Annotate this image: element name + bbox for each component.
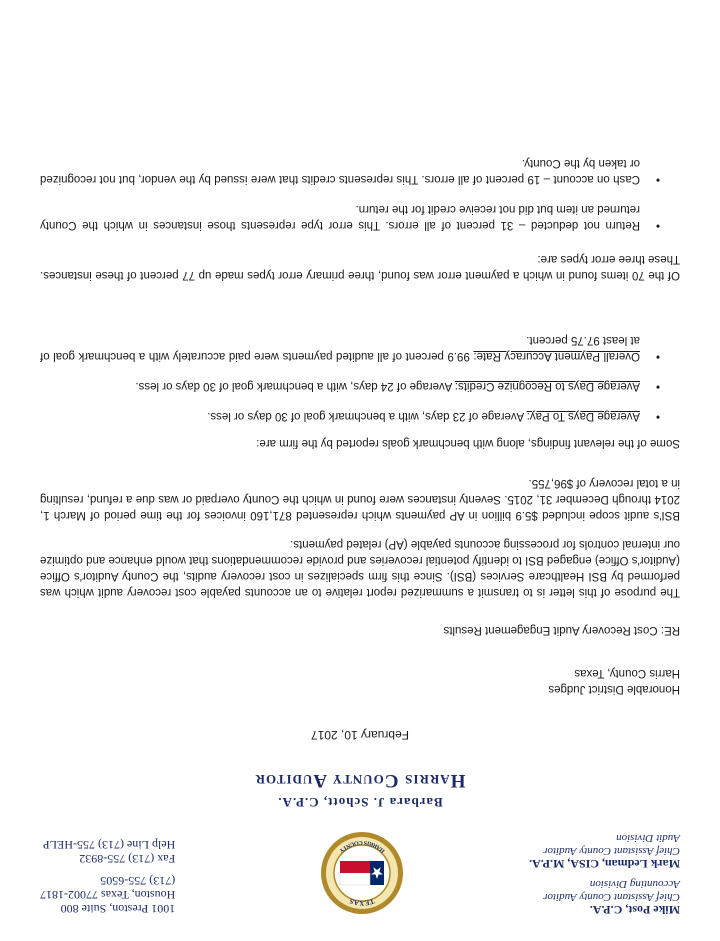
recipient-line-2: Harris County, Texas [574, 667, 680, 679]
recipient-address [40, 665, 680, 697]
harris-county-seal-icon [320, 831, 404, 915]
paragraph-error-types-intro: Of the 70 items found in which a payment error was found, three primary error types made up 77 percent of these instances. These three error types are: [40, 253, 680, 281]
bullet-icon: • [655, 410, 660, 422]
bullet-icon: • [655, 173, 660, 185]
assistant-title-1: Chief Assistant County Auditor [543, 891, 680, 903]
list-item [40, 201, 680, 233]
finding-label: Overall Payment Accuracy Rate: [473, 350, 640, 362]
office-title: Harris County Auditor [254, 770, 466, 791]
county-auditor-name: Barbara J. Schott, C.P.A. [277, 795, 443, 810]
assistant-name-2: Mark Ledman, CISA, M.P.A. [529, 857, 680, 871]
paragraph-findings-intro: Some of the relevant findings, along with benchmark goals reported by the firm are: [256, 437, 680, 449]
list-item [40, 408, 680, 424]
paragraph-purpose: The purpose of this letter is to transmit a summarized report relative to an accounts payable cost recovery audit which was performed by BSI Healthcare Services (BSI). Since this firm specializes in cost recovery audits, the County Auditor's Office (Auditor's Office) engaged BSI to identify potential recoveries and provide recommendations that would enhance and optimize our internal controls for processing accounts payable (AP) related payments. [40, 538, 680, 598]
error-types-list [40, 141, 680, 233]
finding-text: Average of 24 days, with a benchmark goal of 30 days or less. [135, 380, 455, 392]
list-item [40, 155, 680, 187]
seal-top-text: TEXAS [348, 896, 376, 908]
error-type-text: Cash on account – 19 percent of all errors. This represents credits that were issued by the vendor, but not recognized or taken by the County. [40, 157, 640, 185]
subject-line: RE: Cost Recovery Audit Engagement Results [443, 624, 680, 636]
findings-list [40, 318, 680, 424]
list-item [40, 332, 680, 364]
bullet-icon: • [655, 350, 660, 362]
paragraph-scope: BSI's audit scope included $5.9 billion in AP payments which represented 871,160 invoices for the time period of March 1, 2014 through December 31, 2015. Seventy instances were found in which the County overpaid or was due a refund, resulting in a total recovery of $96,755. [40, 477, 680, 521]
office-address-line-2: Houston, Texas 77002-1817 [40, 888, 176, 902]
assistant-name-1: Mike Post, C.P.A. [589, 903, 680, 917]
office-helpline: Help Line (713) 755-HELP [42, 838, 176, 852]
seal-bottom-text: HARRIS COUNTY [337, 838, 387, 854]
assistant-title-2: Chief Assistant County Auditor [543, 845, 680, 857]
finding-label: Average Days to Recognize Credits: [454, 380, 640, 392]
assistant-division-1: Accounting Division [589, 878, 680, 890]
bullet-icon: • [655, 219, 660, 231]
office-phone: (713) 755-6505 [100, 874, 176, 888]
list-item [40, 378, 680, 394]
finding-text: 99.9 percent of all audited payments were paid accurately with a benchmark goal of at least 97.75 percent. [40, 334, 640, 362]
bullet-icon: • [655, 380, 660, 392]
finding-label: Average Days To Pay: [526, 410, 640, 422]
office-address-line-1: 1001 Preston, Suite 800 [60, 902, 176, 916]
recipient-line-1: Honorable District Judges [548, 683, 680, 695]
finding-text: Average of 23 days, with a benchmark goal of 30 days or less. [207, 410, 527, 422]
error-type-text: Return not deducted – 31 percent of all errors. This error type represents those instances in which the County returned an item but did not receive credit for the return. [40, 203, 640, 231]
letter-date: February 10, 2017 [310, 728, 410, 742]
letterhead-left [529, 831, 680, 916]
assistant-division-2: Audit Division [616, 832, 680, 844]
letterhead-right [40, 838, 175, 916]
office-fax: Fax (713) 755-8932 [79, 852, 176, 866]
